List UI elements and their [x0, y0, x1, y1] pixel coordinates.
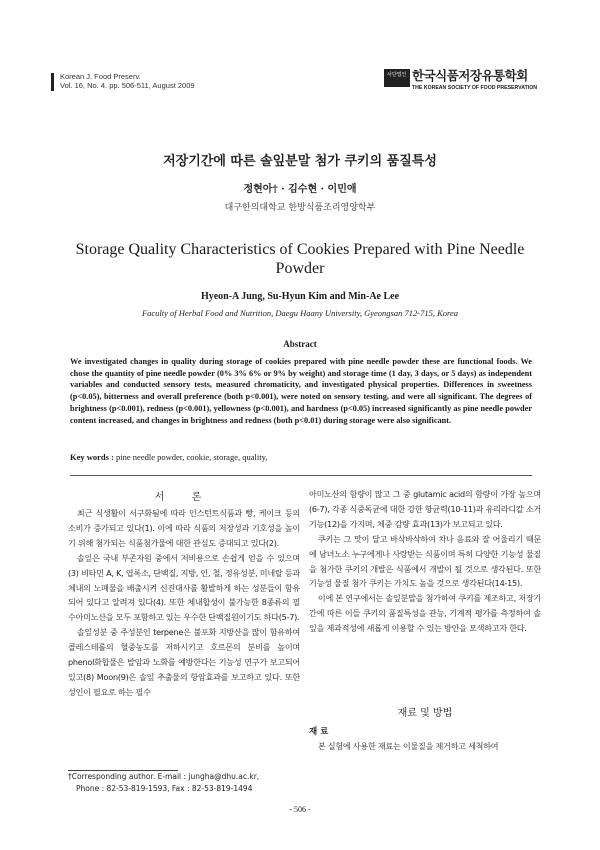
affiliation-en: Faculty of Herbal Food and Nutrition, Daegu Haany University, Gyeongsan 712-715, Korea: [141, 308, 459, 318]
society-logo-icon: 사단법인: [384, 69, 410, 87]
intro-heading: 서 론: [154, 492, 214, 503]
intro-paragraph: 솔잎성분 중 주성분인 terpene은 불포화 지방산을 많이 함유하여 콜레스테롤의 혈중농도를 저하시키고 호르몬의 분비를 높이며 phenol화합물은 발암과 노화를 예방한다는 기능성 연구가 보고되어 있고(8) Moon(9)은 솔잎 추출물의 항암효과를 보고하고 있다. 또한 성인이 필요로 하는 필수: [68, 627, 300, 697]
page-number: - 506 -: [289, 805, 311, 814]
journal-citation: [60, 72, 195, 90]
journal-volume: Vol. 16, No. 4. pp. 506-511, August 2009: [60, 81, 195, 90]
society-name-kr: 한국식품저장유통학회: [412, 68, 528, 83]
materials-paragraph: 본 실험에 사용한 재료는 이물질을 제거하고 세척하여: [317, 741, 499, 751]
journal-name: Korean J. Food Preserv.: [60, 72, 141, 81]
paper-title-kr: 저장기간에 따른 솔잎분말 첨가 쿠키의 품질특성: [163, 154, 437, 169]
materials-column: [309, 739, 541, 754]
affiliation-kr: 대구한의대학교 한방식품조리영양학부: [224, 203, 376, 213]
footnote-email: †Corresponding author. E-mail : jungha@dhu.ac.kr,: [68, 772, 260, 781]
intro-column: [68, 506, 300, 700]
keywords: [70, 452, 532, 462]
footnote: [68, 771, 308, 795]
body-paragraph: 쿠키는 그 맛이 달고 바삭바삭하여 차나 음료와 잘 어울리기 때문에 남녀노소 누구에게나 사랑받는 식품이며 특히 다양한 기능성 물질을 첨가한 쿠키의 개발은 식품에서 개발이 될 것으로 생각된다. 또한 기능성 물질 첨가 쿠키는 가치도 높을 것으로 생각된다(14-15).: [309, 533, 541, 589]
authors-kr: 정현아† · 김수현 · 이민애: [243, 184, 357, 195]
keywords-text: pine needle powder, cookie, storage, quality,: [116, 452, 268, 462]
body-paragraph: 이에 본 연구에서는 솔잎분말을 첨가하여 쿠키를 제조하고, 저장기간에 따른 이들 쿠키의 품질특성을 관능, 기계적 평가를 측정하여 솔잎을 제과적성에 새롭게 이용할 수 있는 방안을 모색하고자 한다.: [309, 593, 541, 634]
intro-paragraph: 최근 식생활이 서구화됨에 따라 인스턴트식품과 빵, 케이크 등의 소비가 증가되고 있다(1). 이에 따라 식품의 저장성과 기호성을 높이기 위해 첨가되는 식품첨가물에 대한 관심도 증대되고 있다(2).: [68, 508, 300, 548]
abstract-body: We investigated changes in quality during storage of cookies prepared with pine needle powder these are functional foods. We chose the quantity of pine needle powder (0% 3% 6% or 9% by weight) and storage time (1 day, 3 days, or 5 days) as independent variables and conducted sensory tests, measured chromaticity, and investigated physical properties. Differences in sweetness (p<0.05), bitterness and overall preference (both p<0.001), were noted on sensory testing, and were all significant. The degrees of brightness (p<0.001), redness (p<0.001), yellowness (p<0.001), and hardness (p<0.05) increased significantly as pine needle powder content increased, and changes in brightness and redness (both p<0.01) during storage were also significant.: [70, 357, 532, 425]
paper-title-en: Storage Quality Characteristics of Cookies Prepared with Pine Needle Powder: [75, 241, 525, 277]
authors-en: Hyeon-A Jung, Su-Hyun Kim and Min-Ae Lee: [200, 291, 400, 302]
abstract-divider: [70, 475, 532, 476]
right-column: [309, 487, 541, 636]
intro-paragraph: 솔잎은 국내 부존자원 중에서 저비용으로 손쉽게 얻을 수 있으며(3) 비타민 A, K, 엽록소, 단백질, 지방, 인, 철, 정유성분, 미네랄 등과 체내의 노폐물을 배출시켜 신진대사를 활발하게 하는 성분들이 함유되어 있다고 알려져 있다(4). 또한 체내합성이 불가능한 8종류의 필수아미노산을 모두 포함하고 있는 우수한 단백질원이기도 하다(5-7).: [68, 552, 300, 623]
methods-heading: 재료 및 방법: [397, 708, 453, 719]
society-name-en: THE KOREAN SOCIETY OF FOOD PRESERVATION: [412, 85, 537, 91]
materials-subheading: 재 료: [309, 727, 329, 737]
citation-bar: [51, 73, 54, 91]
body-paragraph: 아미노산의 함량이 많고 그 중 glutamic acid의 함량이 가장 높으며(6-7), 각종 식중독균에 대한 강한 항균력(10-11)과 유리라디칼 소거기능(12)을 가지며, 체중 감량 효과(13)가 보고되고 있다.: [309, 489, 541, 529]
abstract-heading: Abstract: [283, 339, 317, 349]
keywords-label: Key words :: [70, 452, 114, 462]
footnote-phone: Phone : 82-53-819-1593, Fax : 82-53-819-1494: [76, 784, 253, 793]
